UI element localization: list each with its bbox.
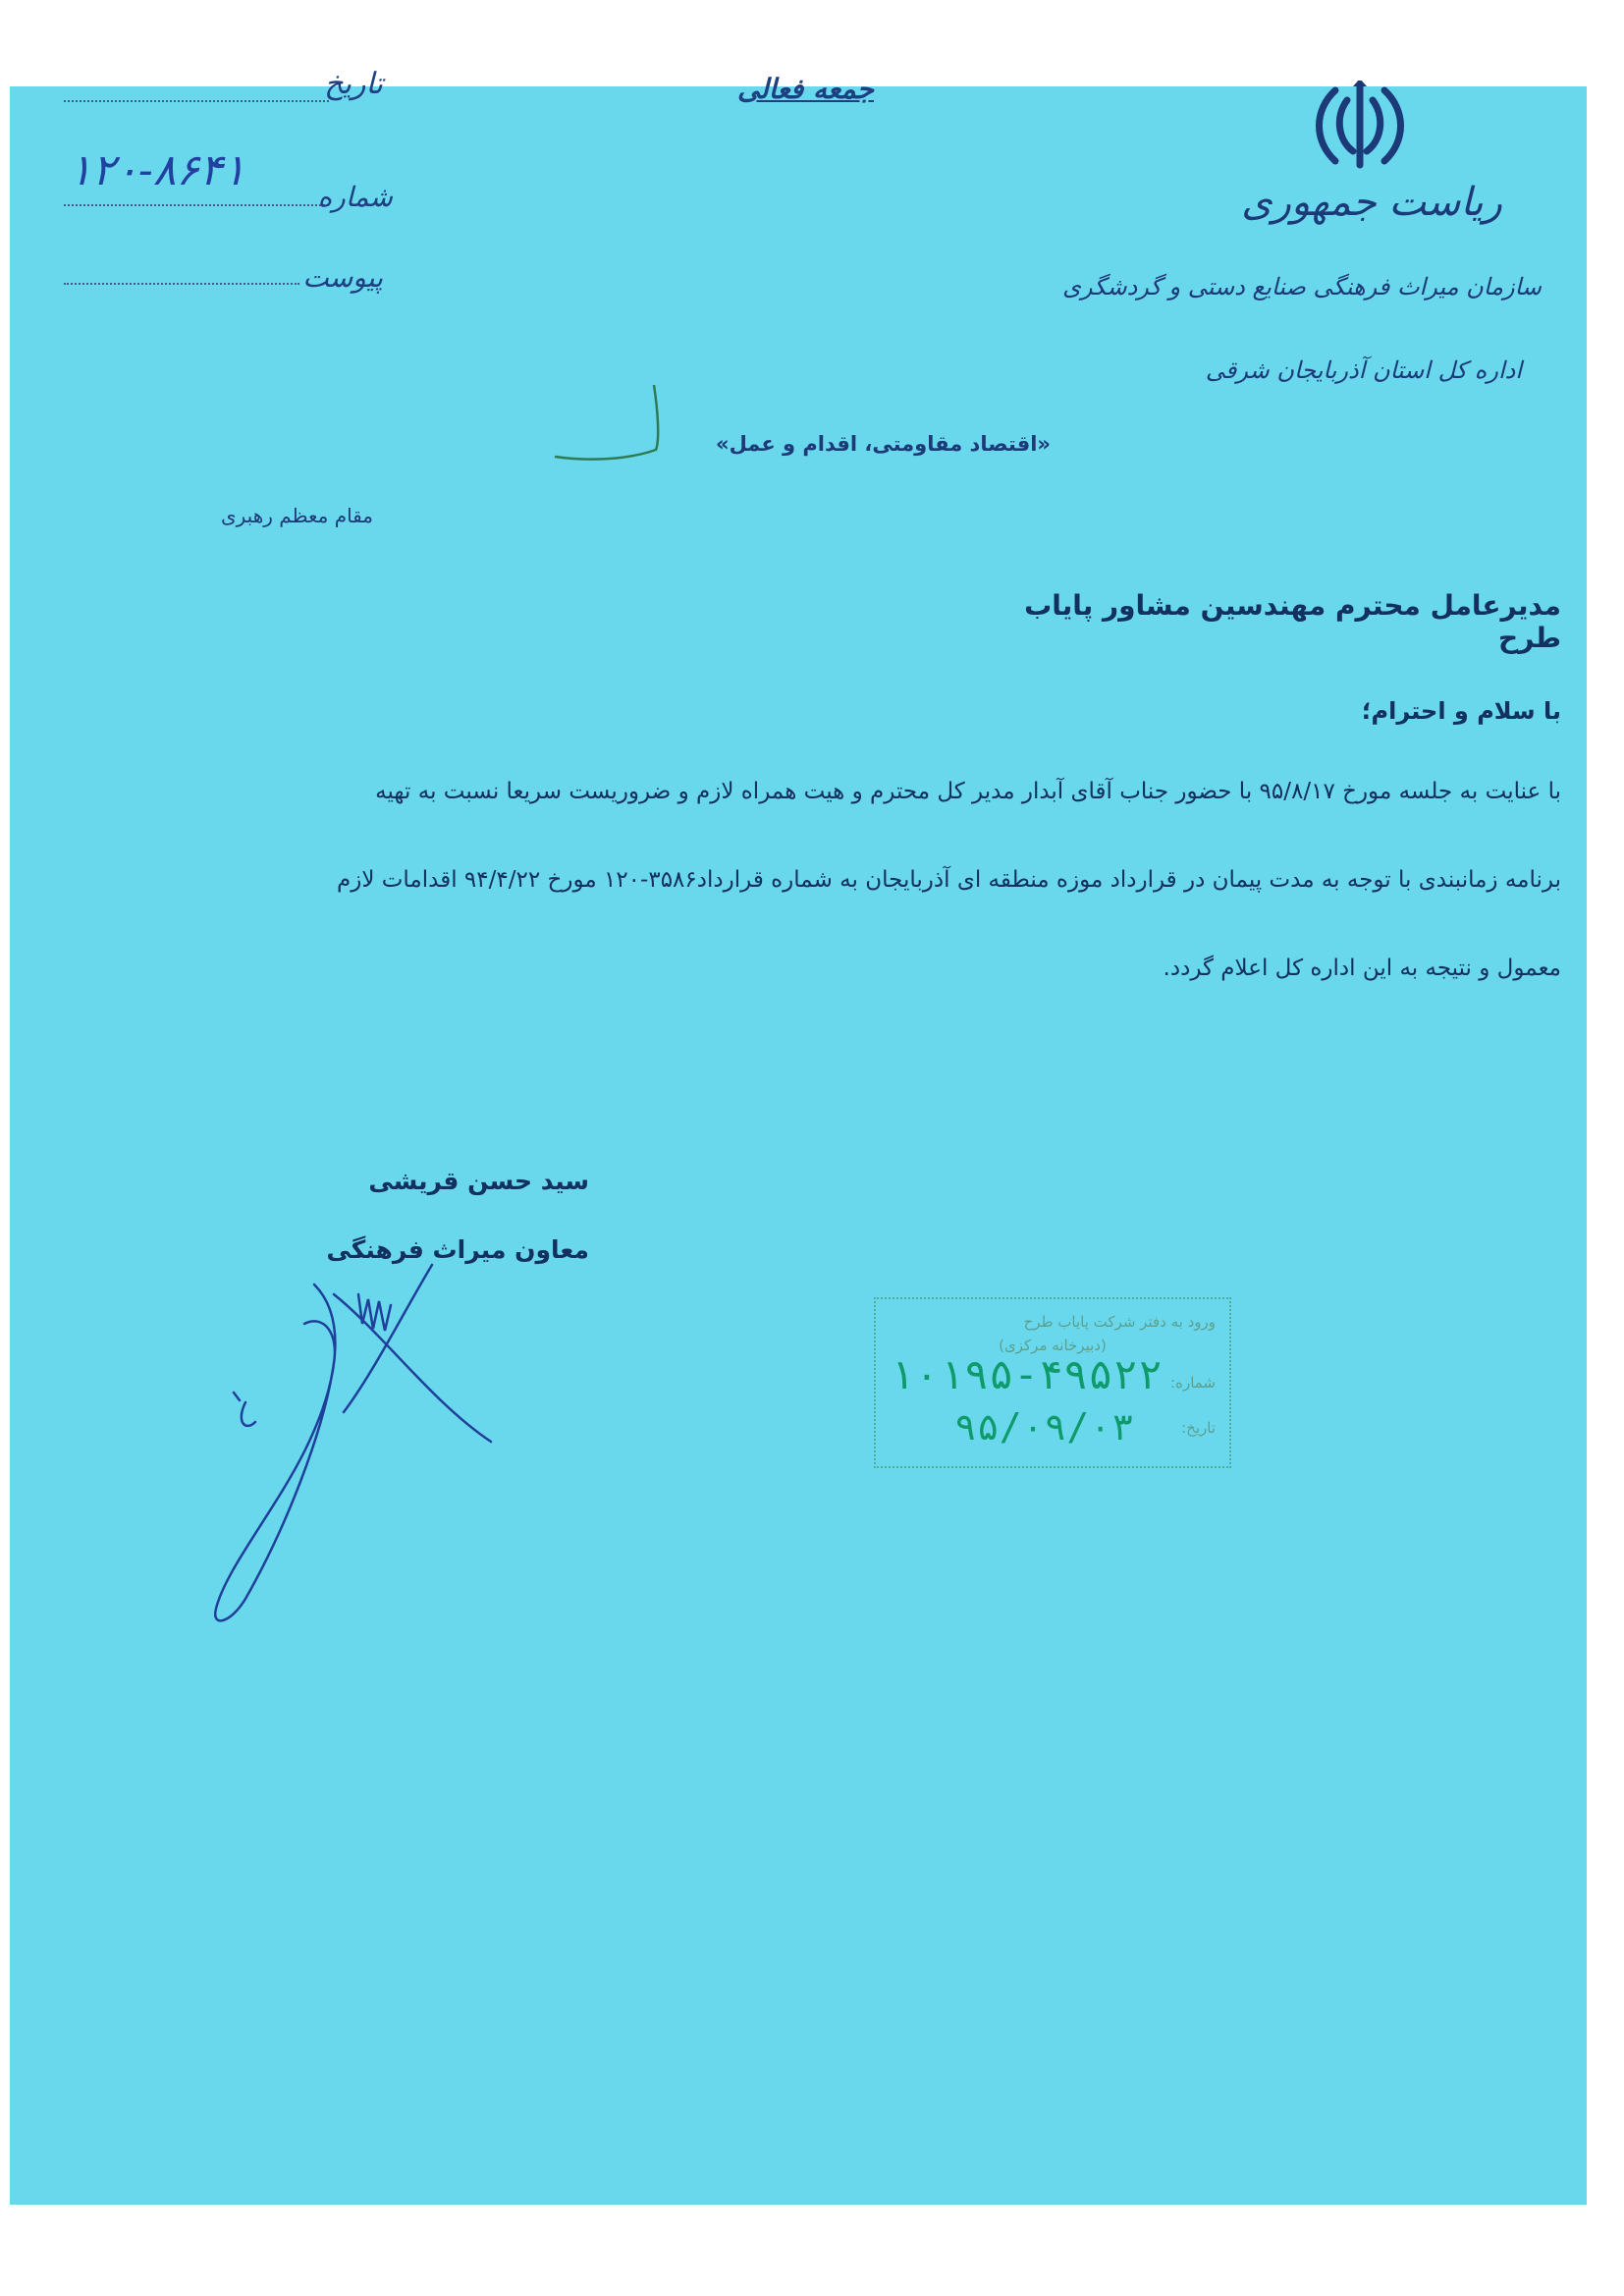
- top-handwritten-note: جمعه فعالی: [736, 73, 874, 105]
- letter-sheet: [10, 67, 1587, 2205]
- org-line-organization: سازمان میراث فرهنگی صنایع دستی و گردشگری: [1062, 273, 1542, 301]
- handwritten-signature: [187, 1255, 540, 1667]
- greeting: با سلام و احترام؛: [1361, 697, 1561, 725]
- date-dotted-line: [64, 100, 329, 102]
- check-mark-handwritten: [550, 381, 677, 469]
- body-line-2: برنامه زمانبندی با توجه به مدت پیمان در قرارداد موزه منطقه ای آذربایجان به شماره قرارداد۳۵۸۶-۱۲۰ مورخ ۹۴/۴/۲۲ اقدامات لازم: [337, 867, 1561, 893]
- number-label: شماره: [317, 181, 393, 213]
- receipt-stamp: [874, 1297, 1231, 1468]
- letter-number-handwritten: ۱۲۰-۸۶۴۱: [69, 145, 246, 195]
- body-line-1: با عنایت به جلسه مورخ ۹۵/۸/۱۷ با حضور جناب آقای آبدار مدیر کل محترم و هیت همراه لازم و ضروریست سریعا نسبت به تهیه: [375, 779, 1561, 804]
- motto: «اقتصاد مقاومتی، اقدام و عمل»: [716, 432, 1051, 456]
- stamp-date-label: تاریخ:: [1181, 1419, 1216, 1437]
- stamp-number-label: شماره:: [1170, 1374, 1216, 1392]
- date-label: تاریخ: [324, 67, 383, 101]
- stamp-title: ورود به دفتر شرکت پایاب طرح: [1023, 1313, 1216, 1331]
- stamp-subtitle: (دبیرخانه مرکزی): [999, 1337, 1107, 1354]
- stamp-number-value: ۱۰۱۹۵-۴۹۵۲۲: [890, 1350, 1164, 1398]
- signatory-name: سید حسن قریشی: [368, 1167, 589, 1195]
- signatory-title: معاون میراث فرهنگی: [326, 1235, 589, 1264]
- leader-attribution: مقام معظم رهبری: [220, 504, 373, 527]
- org-line-presidency: ریاست جمهوری: [1241, 180, 1502, 225]
- org-line-province-office: اداره کل استان آذربایجان شرقی: [1205, 356, 1522, 384]
- attachment-dotted-line: [64, 283, 299, 285]
- body-line-3: معمول و نتیجه به این اداره کل اعلام گردد.: [1163, 956, 1561, 981]
- emblem-icon: [1296, 81, 1424, 179]
- number-dotted-line: [64, 204, 329, 206]
- attachment-label: پیوست: [302, 261, 383, 294]
- stamp-date-value: ۹۵/۰۹/۰۳: [954, 1405, 1135, 1449]
- recipient-title: مدیرعامل محترم مهندسین مشاور پایاب طرح: [1024, 589, 1561, 654]
